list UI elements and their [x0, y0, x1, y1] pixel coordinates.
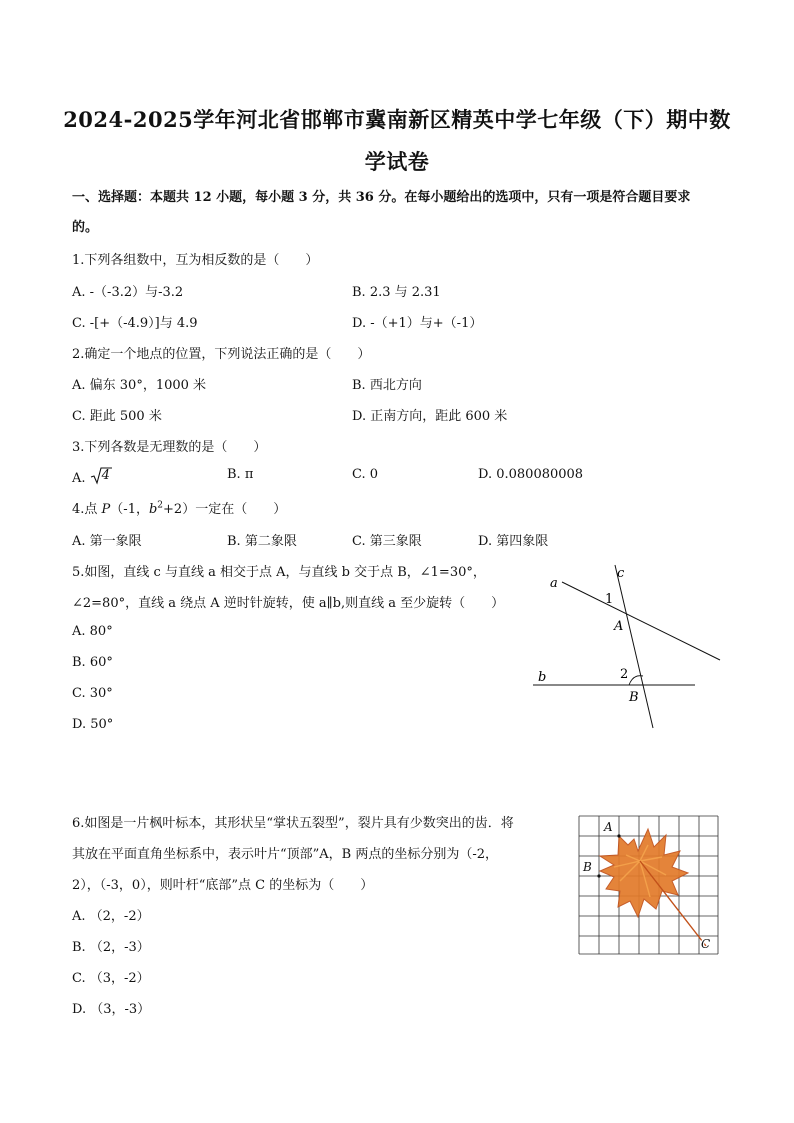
- page-title-continued: 学试卷: [364, 149, 430, 174]
- maple-leaf-icon: [600, 829, 706, 946]
- label-C: C: [701, 937, 711, 951]
- question-2-option-c[interactable]: C. 距此 500 米: [72, 409, 162, 424]
- point-B: [597, 874, 600, 877]
- question-3-option-c[interactable]: C. 0: [352, 467, 379, 482]
- question-5-option-b[interactable]: B. 60°: [72, 655, 113, 670]
- question-6-figure: [578, 815, 720, 957]
- question-6-stem: 6.如图是一片枫叶标本，其形状呈“掌状五裂型”，裂片具有少数突出的齿．将: [72, 816, 514, 831]
- section-header-continued: 的。: [72, 220, 99, 235]
- q4-text-3: +2）一定在（ ）: [163, 502, 287, 517]
- question-2-option-a[interactable]: A. 偏东 30°，1000 米: [72, 378, 207, 393]
- section-header: 一、选择题：本题共 12 小题，每小题 3 分，共 36 分。在每小题给出的选项中，只有一项是符合题目要求: [72, 190, 691, 205]
- question-6-option-a[interactable]: A. （2，-2）: [72, 909, 150, 924]
- question-3-option-a-label: A.: [72, 471, 90, 486]
- label-B: B: [629, 690, 639, 705]
- question-2-stem: 2.确定一个地点的位置，下列说法正确的是（ ）: [72, 347, 371, 362]
- label-2: 2: [620, 667, 629, 682]
- label-A: A: [604, 820, 613, 834]
- label-A: A: [614, 619, 624, 634]
- label-b: b: [538, 670, 547, 685]
- question-3-option-d[interactable]: D. 0.080080008: [478, 467, 584, 482]
- line-a: [562, 582, 720, 660]
- question-2-option-b[interactable]: B. 西北方向: [352, 378, 422, 393]
- question-4-option-a[interactable]: A. 第一象限: [72, 534, 142, 549]
- q4-exponent: 2: [157, 500, 164, 511]
- question-2-option-d[interactable]: D. 正南方向，距此 600 米: [352, 409, 508, 424]
- question-6-option-c[interactable]: C. （3，-2）: [72, 971, 150, 986]
- question-5-stem: 5.如图，直线 c 与直线 a 相交于点 A，与直线 b 交于点 B，∠1=30°，: [72, 565, 486, 580]
- q4-var-b: b: [148, 502, 158, 517]
- sqrt-radicand: 4: [101, 468, 110, 483]
- question-1-option-a[interactable]: A. -（-3.2）与-3.2: [72, 285, 184, 300]
- label-c: c: [617, 566, 625, 581]
- q4-text-2: （-1，: [110, 502, 149, 517]
- question-1-option-b[interactable]: B. 2.3 与 2.31: [352, 285, 441, 300]
- sqrt-symbol: [90, 467, 112, 486]
- question-4-option-d[interactable]: D. 第四象限: [478, 534, 549, 549]
- question-3-option-b[interactable]: B. π: [227, 467, 254, 482]
- question-6-option-b[interactable]: B. （2，-3）: [72, 940, 150, 955]
- question-5-option-a[interactable]: A. 80°: [72, 624, 113, 639]
- question-1-option-d[interactable]: D. -（+1）与+（-1）: [352, 316, 483, 331]
- question-5-option-c[interactable]: C. 30°: [72, 686, 113, 701]
- question-3-option-a[interactable]: [72, 467, 112, 486]
- question-3-stem: 3.下列各数是无理数的是（ ）: [72, 440, 267, 455]
- question-1-stem: 1.下列各组数中，互为相反数的是（ ）: [72, 253, 319, 268]
- q4-text-1: 4.点: [72, 502, 102, 517]
- label-B: B: [583, 860, 592, 874]
- question-6-stem-continued: 其放在平面直角坐标系中，表示叶片“顶部”A，B 两点的坐标分别为（-2，: [72, 847, 499, 862]
- question-4-option-b[interactable]: B. 第二象限: [227, 534, 297, 549]
- question-6-option-d[interactable]: D. （3，-3）: [72, 1002, 151, 1017]
- label-1: 1: [605, 592, 614, 607]
- label-a: a: [550, 576, 558, 591]
- question-4-stem: [72, 498, 286, 517]
- question-4-option-c[interactable]: C. 第三象限: [352, 534, 422, 549]
- page-title: 2024-2025学年河北省邯郸市冀南新区精英中学七年级（下）期中数: [63, 107, 731, 132]
- q4-point-p: P: [101, 502, 111, 517]
- question-5-figure: [525, 560, 725, 735]
- question-5-option-d[interactable]: D. 50°: [72, 717, 114, 732]
- question-1-option-c[interactable]: C. -[+（-4.9）]与 4.9: [72, 316, 198, 331]
- point-A: [617, 834, 620, 837]
- question-5-stem-continued: ∠2=80°，直线 a 绕点 A 逆时针旋转，使 a∥b,则直线 a 至少旋转（ ）: [72, 596, 505, 611]
- question-6-stem-continued-2: 2），（-3，0），则叶杆“底部”点 C 的坐标为（ ）: [72, 878, 374, 893]
